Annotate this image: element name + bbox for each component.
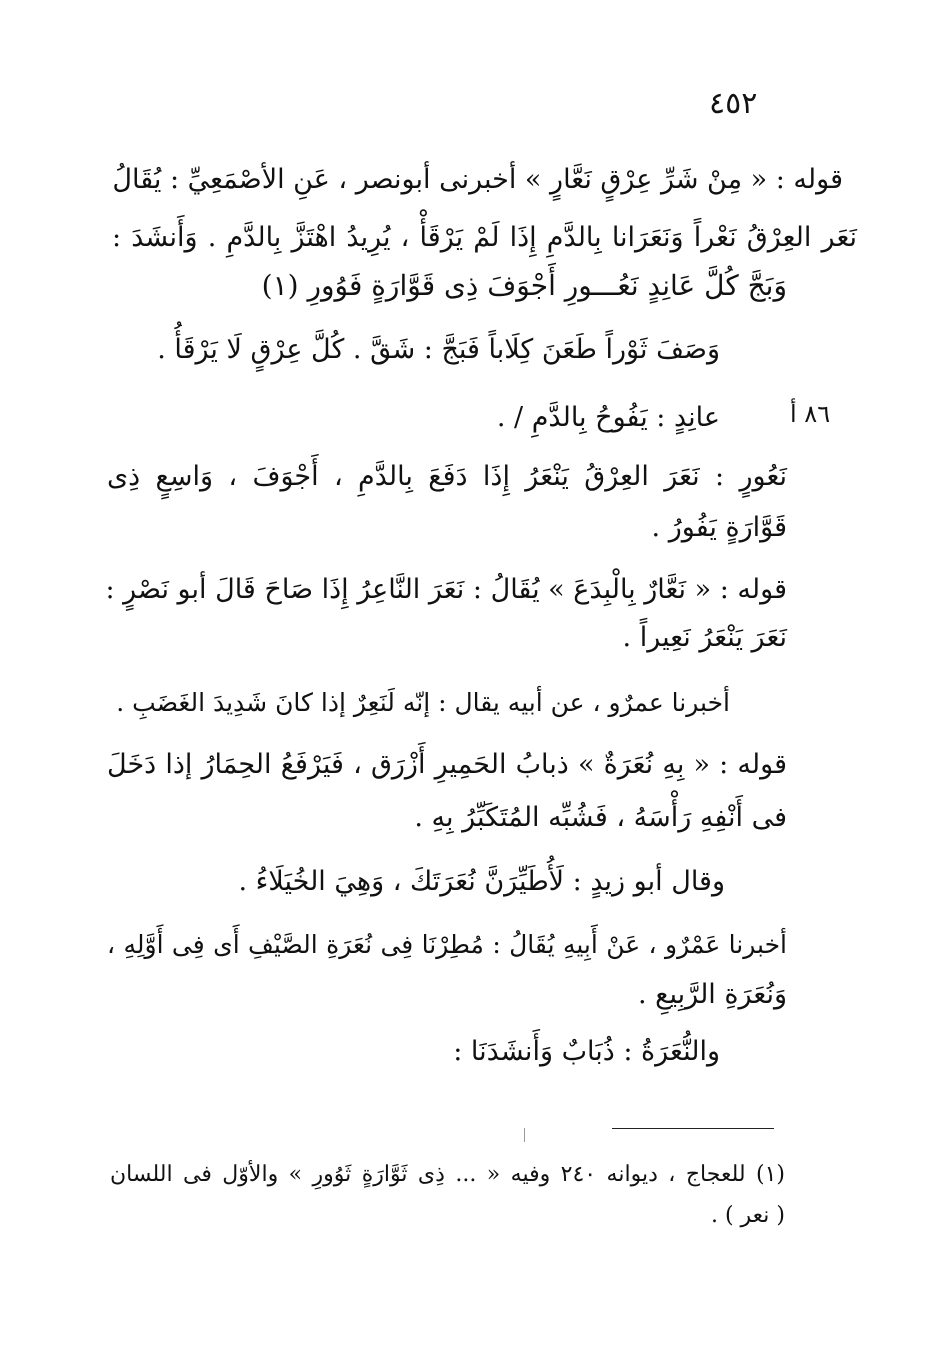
body-line-13: وقال أبو زيدٍ : لَأُطَيِّرَنَّ نُعَرَتَكَ ، وَهِيَ الخُيَلَاءُ . (238, 866, 725, 897)
gutter-mark (524, 1128, 525, 1142)
folio-marker: ٨٦ أ (790, 400, 831, 428)
body-line-12: فى أَنْفِهِ رَأْسَهُ ، فَشُبِّه المُتَكَبِّرُ بِهِ . (414, 802, 787, 833)
body-line-5: عانِدٍ : يَفُوحُ بِالدَّمِ / . (496, 402, 720, 433)
footnote-rule (612, 1128, 774, 1129)
body-line-9: نَعَرَ يَنْعَرُ نَعِيراً . (622, 622, 787, 653)
body-line-8: قوله : « نَعَّارٌ بِالْبِدَعَ » يُقَالُ : نَعَرَ النَّاعِرُ إِذَا صَاحَ قَالَ أبو نَصْرٍ : (105, 574, 787, 605)
verse-line: وَبَجَّ كُلَّ عَانِدٍ نَعُـــورِ أَجْوَفَ ذِى قَوَّارَةٍ فَوُورِ (١) (261, 269, 787, 302)
body-line-16: والنُّعَرَةُ : ذُبَابٌ وَأَنشَدَنَا : (453, 1036, 720, 1067)
body-line-10: أخبرنا عمرٌو ، عن أبيه يقال : إنّه لَنَعِرٌ إذا كانَ شَدِيدَ الغَضَبِ . (116, 688, 730, 717)
body-line-14: أخبرنا عَمْرٌو ، عَنْ أَبِيهِ يُقَالُ : مُطِرْنَا فِى نُعَرَةِ الصَّيْفِ أَى فِى أَوَّلِهِ ، (107, 930, 787, 959)
body-line-4: وَصَفَ ثَوْراً طَعَنَ كِلَاباً فَبَجَّ : شَقَّ . كُلَّ عِرْقٍ لَا يَرْقَأُ . (157, 334, 720, 365)
page-number: ٤٥٢ (709, 86, 758, 121)
body-line-15: وَنُعَرَةِ الرَّبِيعِ . (637, 979, 787, 1010)
body-line-2: نَعَر العِرْقُ نَعْراً وَنَعَرَانا بِالدَّمِ إِذَا لَمْ يَرْقَأْ ، يُرِيدُ اهْتَزَّ بِالدَّمِ . وَأَنشَدَ : (112, 222, 857, 253)
body-line-11: قوله : « بِهِ نُعَرَةٌ » ذبابُ الحَمِيرِ أَزْرَق ، فَيَرْفَعُ الحِمَارُ إذا دَخَلَ (107, 749, 787, 780)
body-line-6: نَعُورٍ : نَعَرَ العِرْقُ يَنْعَرُ إِذَا دَفَعَ بِالدَّمِ ، أَجْوَفَ ، وَاسِعٍ ذِى (107, 461, 787, 492)
body-line-1: قوله : « مِنْ شَرِّ عِرْقٍ نَعَّارٍ » أخبرنى أبونصر ، عَنِ الأصْمَعِيِّ : يُقَالُ (112, 164, 843, 195)
body-line-7: قَوَّارَةٍ يَفُورُ . (651, 512, 787, 543)
footnote-line-1: (١) للعجاج ، ديوانه ٢٤٠ وفيه « ... ذِى ثَوَّارَةٍ ثَوُورِ » والأوّل فى اللسان (110, 1162, 785, 1187)
footnote-line-2: ( نعر ) . (710, 1203, 785, 1228)
